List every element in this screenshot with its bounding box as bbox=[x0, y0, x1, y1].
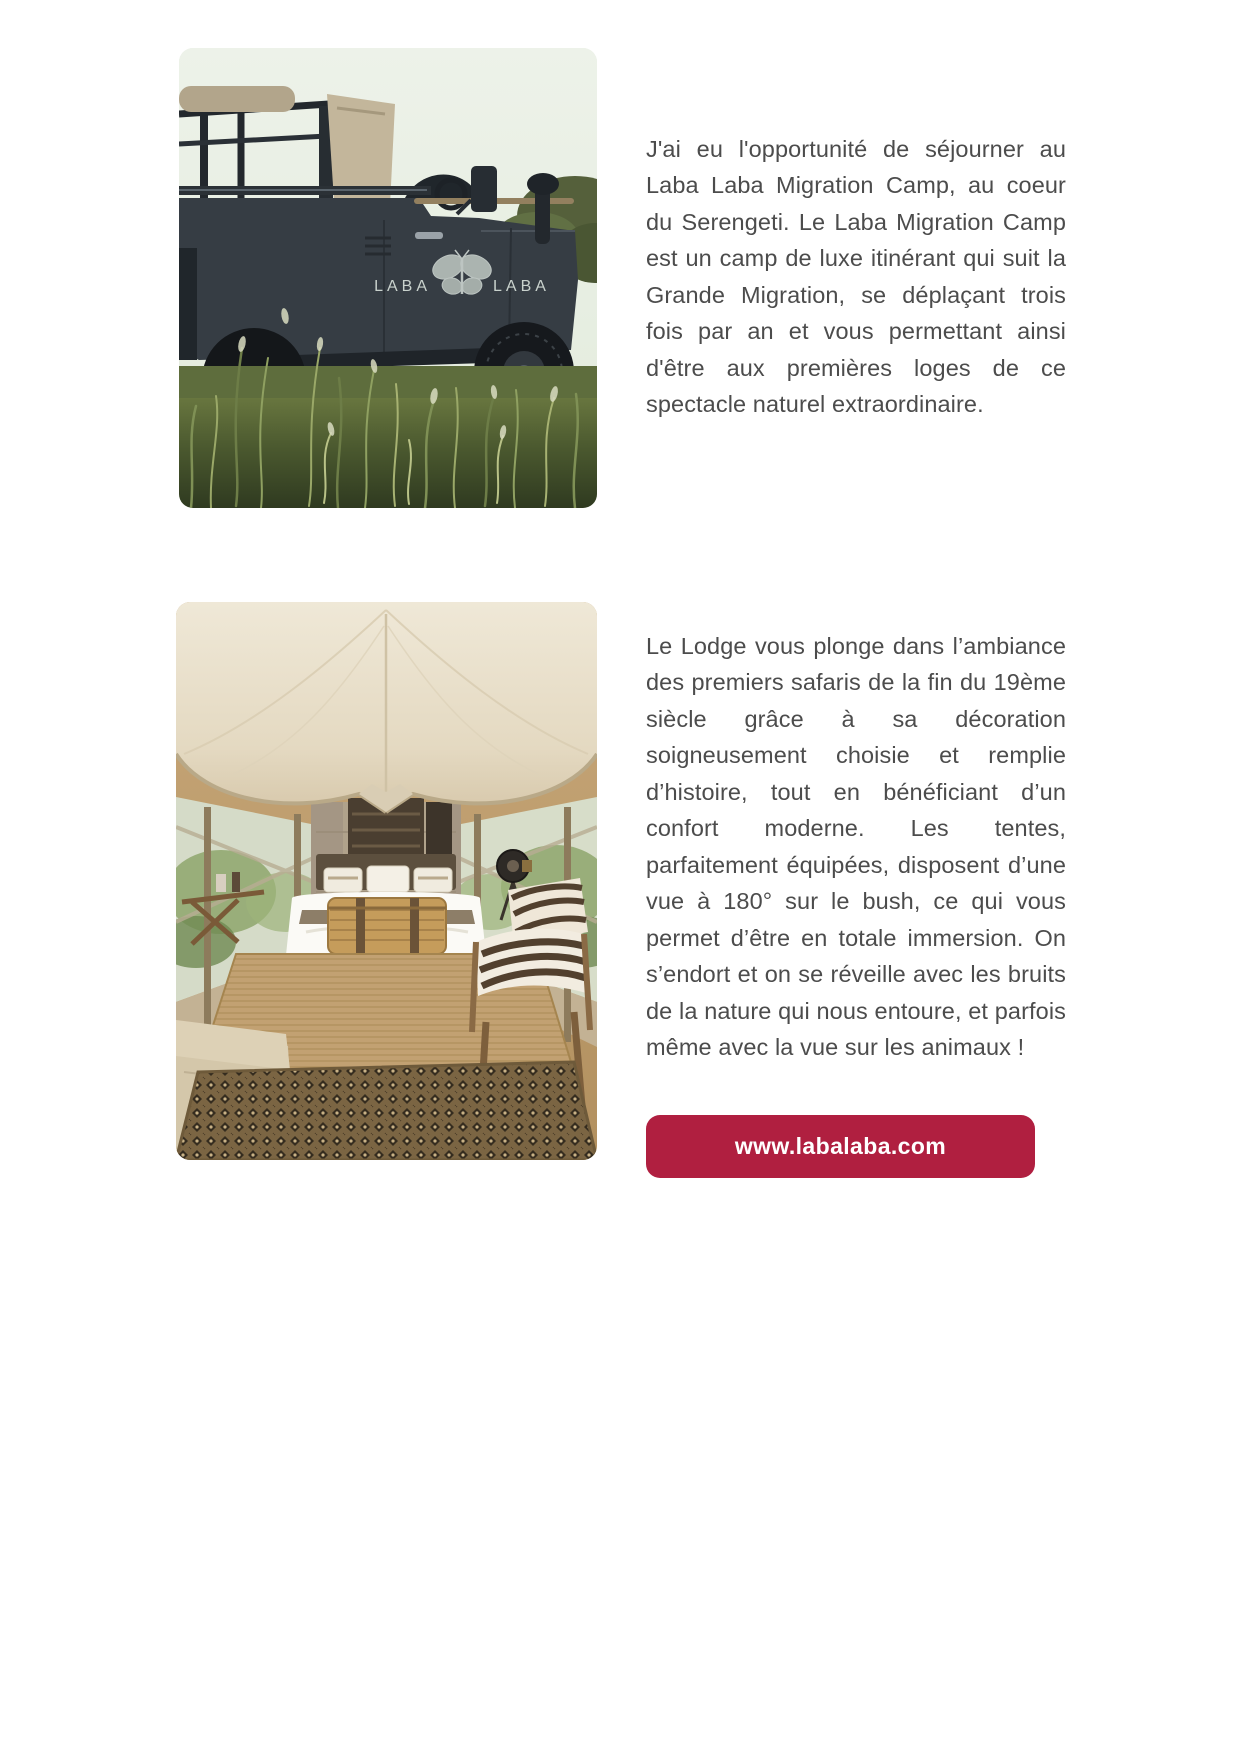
vehicle-logo-text-right: LABA bbox=[493, 278, 550, 295]
tent-interior-photo bbox=[176, 602, 597, 1160]
vehicle-logo-text-left: LABA bbox=[374, 278, 431, 295]
wicker-trunk bbox=[328, 898, 446, 954]
tent-canopy bbox=[176, 602, 597, 812]
safari-vehicle-photo bbox=[179, 48, 597, 508]
tent-interior-illustration bbox=[176, 602, 597, 1160]
intro-paragraph: J'ai eu l'opportunité de séjourner au Laba Laba Migration Camp, au coeur du Serengeti. Le Laba Migration Camp est un camp de luxe itinérant qui suit la Grande Migration, se déplaçant trois fois par an et vous permettant ainsi d'être aux premières loges de ce spectacle naturel extraordinaire. bbox=[646, 135, 1066, 417]
safari-vehicle-illustration bbox=[179, 48, 597, 508]
lodge-paragraph: Le Lodge vous plonge dans l’ambiance des premiers safaris de la fin du 19ème siècle grâce à sa décoration soigneusement choisie et remplie d’histoire, tout en bénéficiant d’un confort moderne. Les tentes, parfaitement équipées, disposent d’une vue à 180° sur le bush, ce qui vous permet d’être en totale immersion. On s’endort et on se réveille avec les bruits de la nature qui nous entoure, et parfois même avec la vue sur les animaux ! bbox=[646, 632, 1066, 1060]
patterned-rug bbox=[176, 1062, 597, 1160]
website-button[interactable] bbox=[646, 1115, 1035, 1178]
website-button-label: www.labalaba.com bbox=[734, 1133, 947, 1159]
